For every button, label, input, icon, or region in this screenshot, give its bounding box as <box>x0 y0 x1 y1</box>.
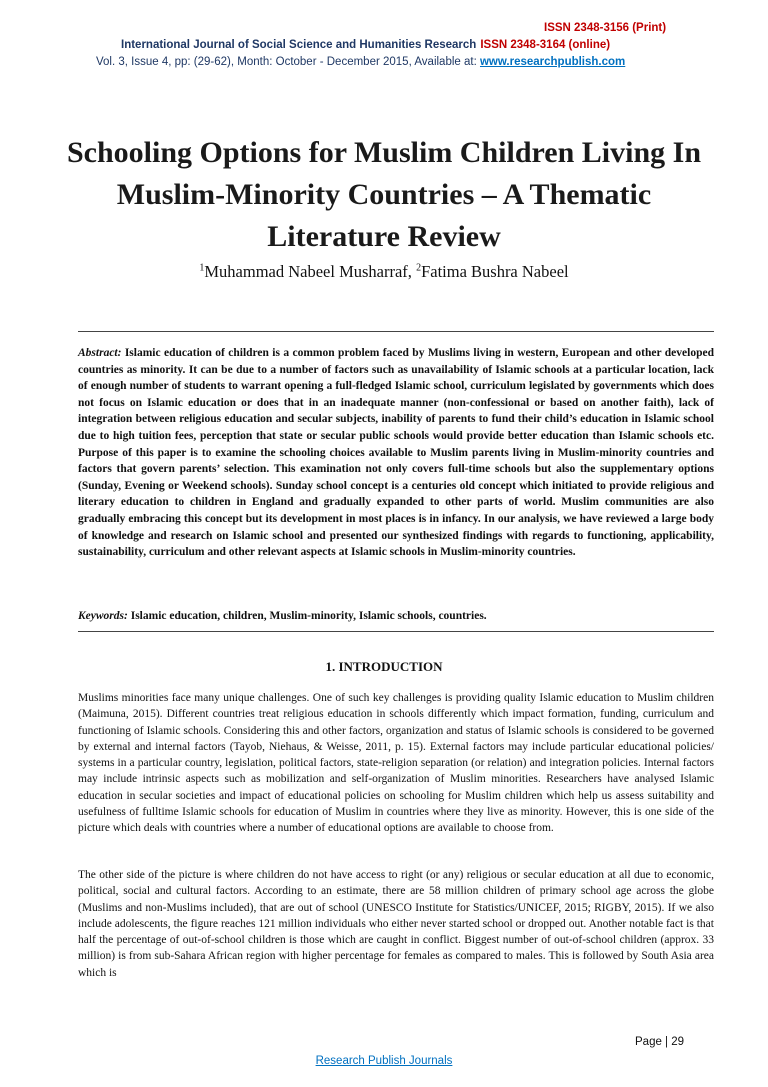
author1-name: Muhammad Nabeel Musharraf, <box>204 262 417 281</box>
abstract-top-rule <box>78 331 714 332</box>
journal-header <box>121 39 681 51</box>
abstract-text: Islamic education of children is a common problem faced by Muslims living in western, European and other developed countries as minority. It can be due to a number of factors such as unavailability of Islamic schools at a particular location, lack of enough number of students to warrant opening a full-fledged Islamic school, curriculum legislated by governments which does not focus on Islamic education or does that in an inadequate manner (non-confessional or based on another faith), lack of integration between religious education and secular subjects, inability of parents to fund their child’s education in Islamic school due to high tuition fees, perception that state or secular public schools would provide better education than Islamic schools etc. Purpose of this paper is to examine the schooling choices available to Muslim parents living in Muslim-minority countries and factors that govern parents’ selection. This examination not only covers full-time schools but also the supplementary options (Sunday, Evening or Weekend schools). Sunday school concept is a centuries old concept which initiated to provide religious and literary education to children in England and gradually expanded to other parts of world. Muslim communities are also gradually embracing this concept but its development in most places is in infancy. In our analysis, we have reviewed a large body of knowledge and research on Islamic school and presented our synthesized findings with regards to functioning, applicability, sustainability, curriculum and other relevant aspects at Islamic schools in Muslim-minority countries. <box>78 347 714 559</box>
abstract <box>78 345 714 561</box>
issn-online: ISSN 2348-3164 (online) <box>480 39 611 51</box>
section-heading: 1. INTRODUCTION <box>325 659 443 674</box>
intro-paragraph-1: Muslims minorities face many unique challenges. One of such key challenges is providing quality Islamic education to Muslim children (Maimuna, 2015). Different countries treat religious education in schools differently which impact formation, funding, curriculum and functioning of Islamic schools. Considering this and other factors, organization and status of Islamic schools is considered to be governed by external and internal factors (Tayob, Niehaus, & Weisse, 2011, p. 15). External factors may include particular educational policies/ systems in a particular country, legislation, political factors, state-religion separation (or relation) and integration policies. Internal factors may include intrinsic aspects such as mobilization and self-organization of Muslim minorities. Researchers have analysed Islamic education in secular societies and impact of educational policies on schooling for Muslim children which help us assess suitability and usefulness of fulltime Islamic schools for education of Muslim in countries where they live as minority. However, this is one side of the picture which deals with countries where a number of educational options are available to choose from. <box>78 692 714 835</box>
abstract-bottom-rule <box>78 631 714 632</box>
publisher-footer-link[interactable]: Research Publish Journals <box>315 1055 453 1067</box>
keywords-label: Keywords: <box>78 610 128 622</box>
volume-info: Vol. 3, Issue 4, pp: (29-62), Month: October - December 2015, Available at: <box>96 56 480 68</box>
intro-paragraph-2: The other side of the picture is where children do not have access to right (or any) religious or secular education at all due to economic, political, social and cultural factors. According to an estimate, there are 58 million children of primary school age across the globe (Muslims and non-Muslims included), that are out of school (UNESCO Institute for Statistics/UNICEF, 2015; RIGBY, 2015). If we also include adolescents, the figure reaches 121 million individuals who either never started school or dropped out. Another notable fact is that half the percentage of out-of-school children is those which are caught in conflict. Biggest number of out-of-school children (approx. 33 million) is from sub-Sahara African region with higher percentage for females as compared to males. This is followed by South Asia area which is <box>78 869 714 979</box>
volume-info-line <box>96 56 625 68</box>
author-line <box>0 262 768 282</box>
author2-affiliation-mark: 2 <box>416 262 422 274</box>
issn-print: ISSN 2348-3156 (Print) <box>544 22 667 34</box>
keywords <box>78 610 714 622</box>
keywords-text: Islamic education, children, Muslim-minority, Islamic schools, countries. <box>127 610 487 622</box>
page-number: Page | 29 <box>635 1036 685 1048</box>
paper-title: Schooling Options for Muslim Children Living In Muslim-Minority Countries – A Thematic Literature Review <box>66 136 702 253</box>
author2-name: Fatima Bushra Nabeel <box>421 262 569 281</box>
website-link[interactable]: www.researchpublish.com <box>479 56 626 68</box>
journal-name: International Journal of Social Science and Humanities Research <box>121 39 477 51</box>
abstract-label: Abstract: <box>78 347 122 359</box>
author1-affiliation-mark: 1 <box>199 262 205 274</box>
